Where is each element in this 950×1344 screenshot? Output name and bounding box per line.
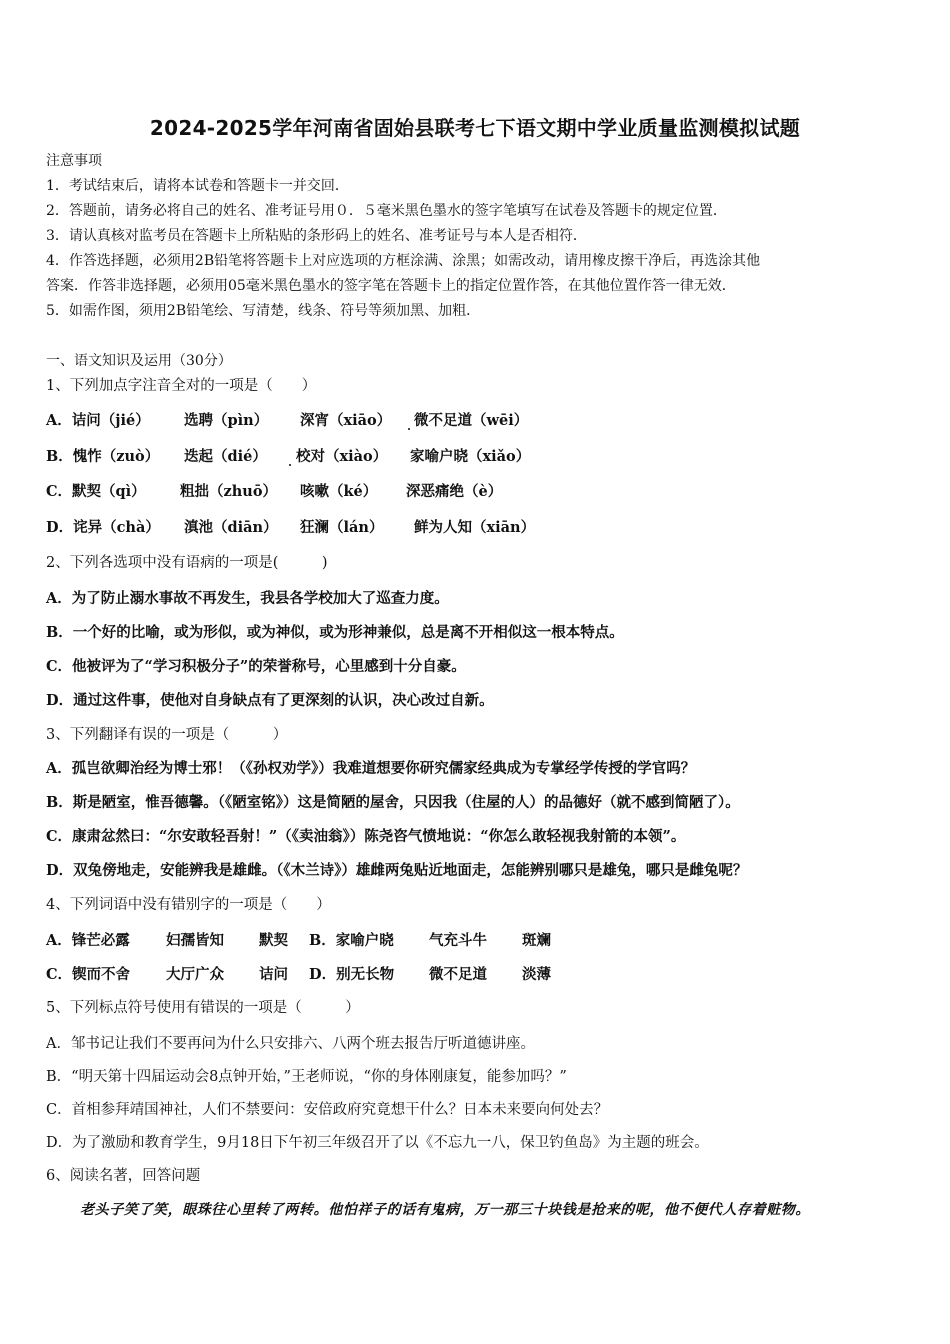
q4-option-item: D．别无长物 bbox=[309, 966, 395, 983]
q1-option-c-item: 咳嗽（ké） bbox=[300, 483, 378, 500]
notice-item: 1．考试结束后，请将本试卷和答题卡一并交回． bbox=[46, 178, 349, 194]
question-6-stem: 6、阅读名著，回答问题 bbox=[46, 1168, 201, 1184]
notice-heading: 注意事项 bbox=[46, 153, 102, 169]
q1-option-a-item: 微不足道（wēi） bbox=[414, 412, 529, 429]
q2-option: A．为了防止溺水事故不再发生，我县各学校加大了巡查力度。 bbox=[46, 590, 449, 607]
q1-option-c-item: 深恶痛绝（è） bbox=[406, 483, 503, 500]
notice-item: 4．作答选择题，必须用2B铅笔将答题卡上对应选项的方框涂满、涂黑；如需改动，请用橡皮擦干净后，再选涂其他 bbox=[46, 253, 761, 269]
q5-option: B．“明天第十四届运动会8点钟开始，”王老师说，“你的身体刚康复，能参加吗？” bbox=[46, 1069, 567, 1085]
q3-option: A．孤岂欲卿治经为博士邪！（《孙权劝学》）我难道想要你研究儒家经典成为专掌经学传授的学官吗？ bbox=[46, 760, 696, 777]
section-heading: 一、语文知识及运用（30分） bbox=[46, 353, 232, 369]
notice-item: 答案．作答非选择题，必须用05毫米黑色墨水的签字笔在答题卡上的指定位置作答，在其他位置作答一律无效． bbox=[46, 278, 736, 294]
notice-item: 3．请认真核对监考员在答题卡上所粘贴的条形码上的姓名、准考证号与本人是否相符． bbox=[46, 228, 587, 244]
q4-option-item: 微不足道 bbox=[429, 966, 487, 983]
reading-passage: 老头子笑了笑，眼珠往心里转了两转。他怕祥子的话有鬼病，万一那三十块钱是抢来的呢，他不便代人存着赃物。 bbox=[80, 1202, 810, 1218]
q4-option-item: C．锲而不舍 bbox=[46, 966, 131, 983]
q1-option-d-item: 鲜为人知（xiān） bbox=[414, 519, 536, 536]
q1-option-a-item: 选聘（pìn） bbox=[184, 412, 269, 429]
q4-option-item: 气充斗牛 bbox=[429, 932, 487, 949]
question-4-stem: 4、下列词语中没有错别字的一项是（ ） bbox=[46, 897, 331, 913]
q1-option-d-item: 滇池（diān） bbox=[184, 519, 278, 536]
q2-option: D．通过这件事，使他对自身缺点有了更深刻的认识，决心改过自新。 bbox=[46, 692, 494, 709]
q4-option-item: 大厅广众 bbox=[166, 966, 224, 983]
notice-item: 5．如需作图，须用2B铅笔绘、写清楚，线条、符号等须加黑、加粗． bbox=[46, 303, 481, 319]
q2-option: B．一个好的比喻，或为形似，或为神似，或为形神兼似，总是离不开相似这一根本特点。 bbox=[46, 624, 624, 641]
notice-item: 2．答题前，请务必将自己的姓名、准考证号用０．５毫米黑色墨水的签字笔填写在试卷及答题卡的规定位置． bbox=[46, 203, 727, 219]
q4-option-item: 斑斓 bbox=[522, 932, 551, 949]
question-1-stem: 1、下列加点字注音全对的一项是（ ） bbox=[46, 378, 317, 394]
q5-option: A．邹书记让我们不要再问为什么只安排六、八两个班去报告厅听道德讲座。 bbox=[46, 1036, 535, 1052]
q5-option: D．为了激励和教育学生，9月18日下午初三年级召开了以《不忘九一八，保卫钓鱼岛》为主题的班会。 bbox=[46, 1135, 709, 1151]
q1-option-c-item: C．默契（qì） bbox=[46, 483, 146, 500]
q4-option-item: 默契 bbox=[259, 932, 288, 949]
q4-option-item: A．锋芒必露 bbox=[46, 932, 130, 949]
question-5-stem: 5、下列标点符号使用有错误的一项是（ ） bbox=[46, 1000, 360, 1016]
q5-option: C．首相参拜靖国神社，人们不禁要问：安倍政府究竟想干什么？日本未来要向何处去？ bbox=[46, 1102, 609, 1118]
q4-option-item: 淡薄 bbox=[522, 966, 551, 983]
q1-option-c-item: 粗拙（zhuō） bbox=[180, 483, 277, 500]
page-title: 2024-2025学年河南省固始县联考七下语文期中学业质量监测模拟试题 bbox=[149, 116, 801, 140]
q1-option-a-item: 深宵（xiāo） bbox=[300, 412, 392, 429]
question-2-stem: 2、下列各选项中没有语病的一项是( ) bbox=[46, 555, 328, 571]
q4-option-item: 妇孺皆知 bbox=[166, 932, 224, 949]
q4-option-item: B．家喻户晓 bbox=[309, 932, 394, 949]
q1-option-a-item: A．诘问（jié） bbox=[46, 412, 150, 429]
q4-option-item: 诘问 bbox=[259, 966, 288, 983]
question-3-stem: 3、下列翻译有误的一项是（ ） bbox=[46, 727, 288, 743]
q3-option: B．斯是陋室，惟吾德馨。（《陋室铭》）这是简陋的屋舍，只因我（住屋的人）的品德好（就不感到简陋了）。 bbox=[46, 794, 740, 811]
q1-option-b-item: 迭起（dié） bbox=[184, 448, 267, 465]
q1-option-b-item: 家喻户晓（xiǎo） bbox=[410, 448, 531, 465]
q3-option: C．康肃忿然曰：“尔安敢轻吾射！”（《卖油翁》）陈尧咨气愤地说：“你怎么敢轻视我射箭的本领”。 bbox=[46, 828, 686, 845]
emphasis-dot bbox=[408, 428, 410, 430]
emphasis-dot bbox=[289, 464, 291, 466]
q2-option: C．他被评为了“学习积极分子”的荣誉称号，心里感到十分自豪。 bbox=[46, 658, 466, 675]
q1-option-b-item: B．愧怍（zuò） bbox=[46, 448, 160, 465]
q1-option-d-item: 狂澜（lán） bbox=[300, 519, 384, 536]
q3-option: D．双兔傍地走，安能辨我是雄雌。（《木兰诗》）雄雌两兔贴近地面走，怎能辨别哪只是雄兔，哪只是雌兔呢？ bbox=[46, 862, 748, 879]
q1-option-b-item: 校对（xiào） bbox=[296, 448, 388, 465]
q1-option-d-item: D．诧异（chà） bbox=[46, 519, 160, 536]
